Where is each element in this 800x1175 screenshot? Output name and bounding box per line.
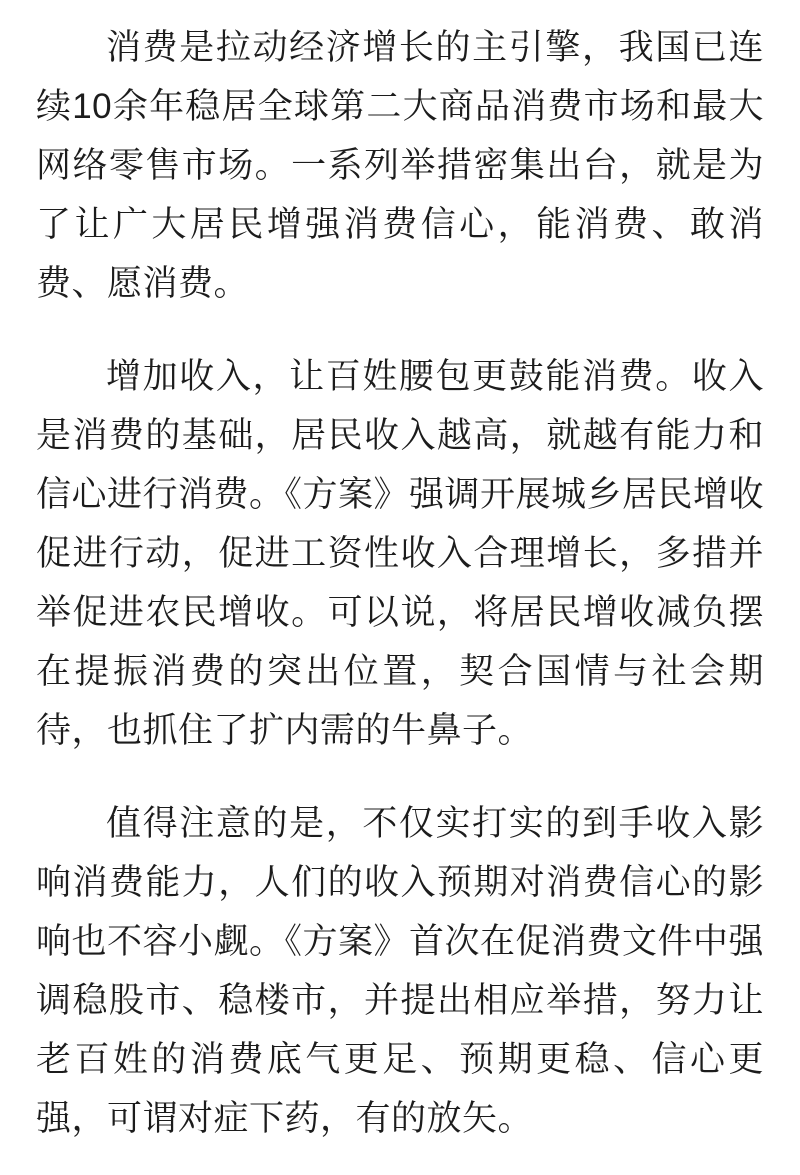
paragraph: 消费是拉动经济增长的主引擎，我国已连续10余年稳居全球第二大商品消费市场和最大网络零售市场。一系列举措密集出台，就是为了让广大居民增强消费信心，能消费、敢消费、愿消费。	[36, 28, 764, 303]
paragraph: 值得注意的是，不仅实打实的到手收入影响消费能力，人们的收入预期对消费信心的影响也不容小觑。《方案》首次在促消费文件中强调稳股市、稳楼市，并提出相应举措，努力让老百姓的消费底气更足、预期更稳、信心更强，可谓对症下药，有的放矢。	[36, 804, 765, 1138]
paragraph: 增加收入，让百姓腰包更鼓能消费。收入是消费的基础，居民收入越高，就越有能力和信心进行消费。《方案》强调开展城乡居民增收促进行动，促进工资性收入合理增长，多措并举促进农民增收。可以说，将居民增收减负摆在提振消费的突出位置，契合国情与社会期待，也抓住了扩内需的牛鼻子。	[36, 357, 765, 750]
